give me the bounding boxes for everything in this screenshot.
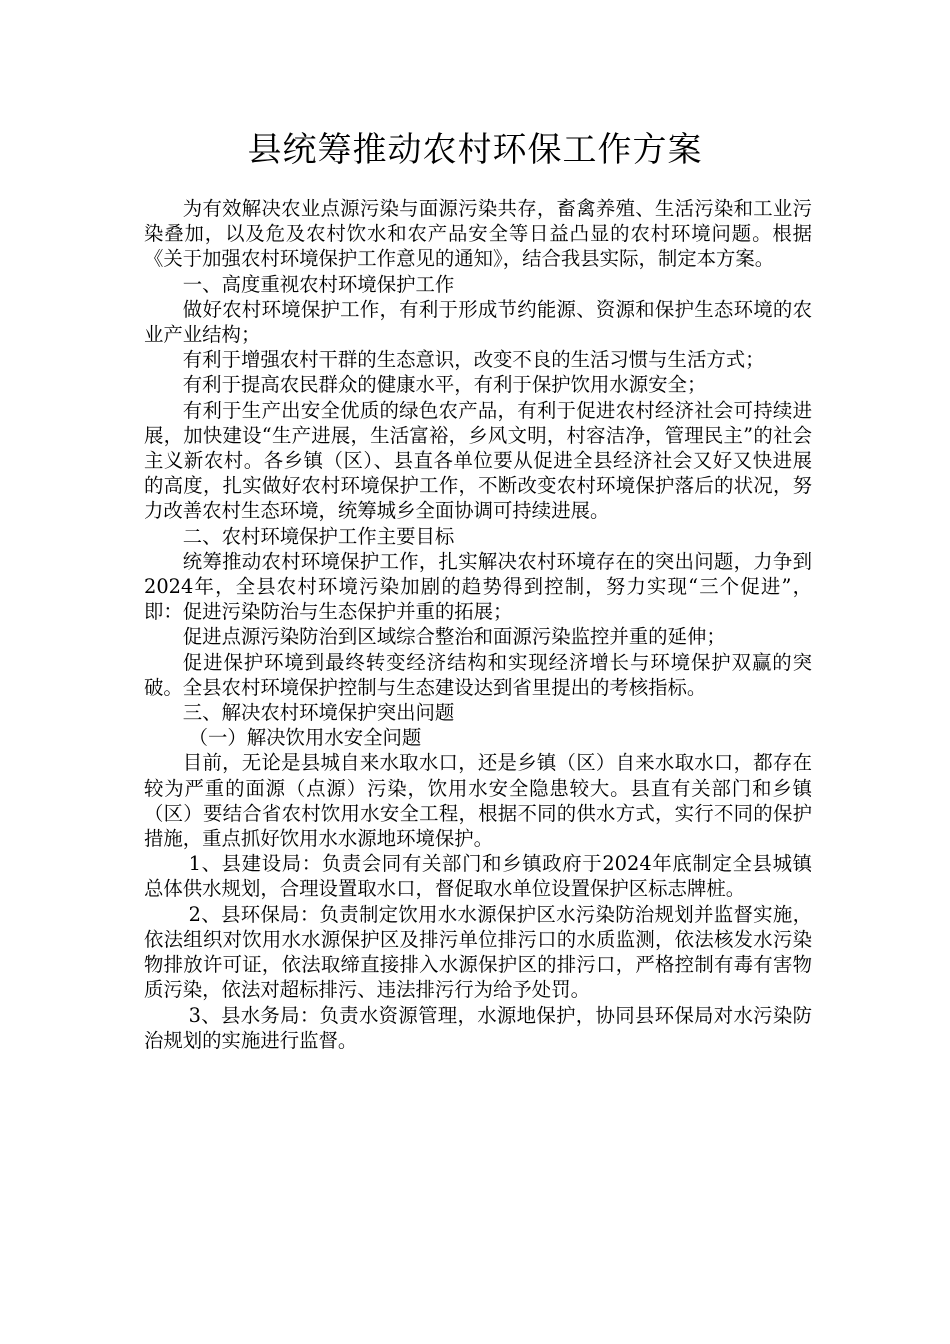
list-item-2: 2、县环保局：负责制定饮用水水源保护区水污染防治规划并监督实施，依法组织对饮用水水源保护区及排污单位排污口的水质监测，依法核发水污染物排放许可证，依法取缔直接排入水源保护区的排污口，严格控制有毒有害物质污染，依法对超标排污、违法排污行为给予处罚。: [144, 902, 812, 1002]
body-paragraph: 有利于增强农村干群的生态意识，改变不良的生活习惯与生活方式；: [182, 348, 765, 372]
section-heading-3: 三、解决农村环境保护突出问题: [182, 701, 455, 725]
body-paragraph: 促进保护环境到最终转变经济结构和实现经济增长与环境保护双赢的突破。全县农村环境保护控制与生态建设达到省里提出的考核指标。: [144, 650, 812, 699]
list-item-3: 3、县水务局：负责水资源管理，水源地保护，协同县环保局对水污染防治规划的实施进行监督。: [144, 1003, 812, 1052]
document-title: 县统筹推动农村环保工作方案: [247, 130, 703, 170]
section-heading-1: 一、高度重视农村环境保护工作: [182, 272, 455, 296]
body-paragraph: 促进点源污染防治到区域综合整治和面源污染监控并重的延伸；: [182, 625, 726, 649]
intro-paragraph: 为有效解决农业点源污染与面源污染共存，畜禽养殖、生活污染和工业污染叠加，以及危及农村饮水和农产品安全等日益凸显的农村环境问题。根据《关于加强农村环境保护工作意见的通知》，结合我县实际，制定本方案。: [144, 197, 812, 271]
list-item-1: 1、县建设局：负责会同有关部门和乡镇政府于2024年底制定全县城镇总体供水规划，合理设置取水口，督促取水单位设置保护区标志牌桩。: [144, 852, 812, 901]
body-paragraph: 有利于提高农民群众的健康水平，有利于保护饮用水源安全；: [182, 373, 707, 397]
section-heading-2: 二、农村环境保护工作主要目标: [182, 524, 455, 548]
body-paragraph: 目前，无论是县城自来水取水口，还是乡镇（区）自来水取水口，都存在较为严重的面源（点源）污染，饮用水安全隐患较大。县直有关部门和乡镇（区）要结合省农村饮用水安全工程，根据不同的供水方式，实行不同的保护措施，重点抓好饮用水水源地环境保护。: [144, 751, 812, 851]
subsection-heading-1: （一）解决饮用水安全问题: [188, 726, 422, 750]
body-paragraph: 有利于生产出安全优质的绿色农产品，有利于促进农村经济社会可持续进展，加快建设“生产进展，生活富裕，乡风文明，村容洁净，管理民主”的社会主义新农村。各乡镇（区）、县直各单位要从促进全县经济社会又好又快进展的高度，扎实做好农村环境保护工作，不断改变农村环境保护落后的状况，努力改善农村生态环境，统筹城乡全面协调可持续进展。: [144, 398, 812, 523]
body-paragraph: 做好农村环境保护工作，有利于形成节约能源、资源和保护生态环境的农业产业结构；: [144, 297, 812, 347]
body-paragraph: 统筹推动农村环境保护工作，扎实解决农村环境存在的突出问题，力争到2024年，全县农村环境污染加剧的趋势得到控制，努力实现“三个促进”，即：促进污染防治与生态保护并重的拓展；: [144, 549, 812, 624]
document-body: [144, 196, 812, 1053]
